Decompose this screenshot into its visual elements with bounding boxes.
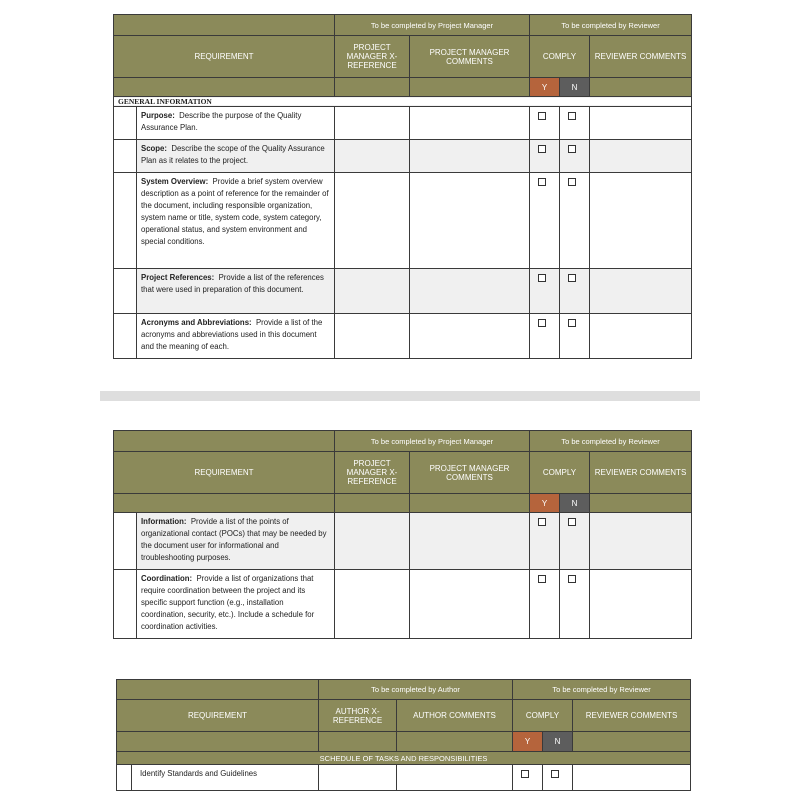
row-marker [114,269,137,314]
comply-no-cell[interactable] [543,765,573,791]
xref-cell[interactable] [335,513,410,570]
requirement-cell [137,314,335,359]
checkbox-icon[interactable] [521,770,529,778]
comments-cell[interactable] [397,765,513,791]
reviewer-comments-cell[interactable] [590,513,692,570]
comments-cell[interactable] [410,314,530,359]
row-marker [114,314,137,359]
requirement-text: Describe the purpose of the Quality Assurance Plan. [141,111,302,132]
row-marker [117,765,132,791]
pm-group-header: To be completed by Project Manager [335,431,530,452]
checkbox-icon[interactable] [568,112,576,120]
header-blank [397,732,513,752]
requirement-header: REQUIREMENT [114,452,335,494]
checkbox-icon[interactable] [568,145,576,153]
row-marker [114,140,137,173]
reviewer-comments-header: REVIEWER COMMENTS [590,452,692,494]
reviewer-comments-cell[interactable] [590,107,692,140]
header-blank [117,680,319,700]
checkbox-icon[interactable] [538,518,546,526]
checklist-table-2 [113,430,692,639]
row-marker [114,107,137,140]
requirement-cell [137,173,335,269]
requirement-header: REQUIREMENT [114,36,335,78]
header-blank [335,494,410,513]
reviewer-comments-cell[interactable] [573,765,691,791]
comply-header: COMPLY [513,700,573,732]
requirement-title: Scope: [141,144,167,153]
requirement-text: Provide a list of organizations that require coordination between the project and its specific support function (e.g., installation coordination, security, etc.). Include a schedule for coordination activities. [141,574,315,631]
xref-header: PROJECT MANAGER X-REFERENCE [335,36,410,78]
comments-header: AUTHOR COMMENTS [397,700,513,732]
reviewer-comments-header: REVIEWER COMMENTS [590,36,692,78]
checkbox-icon[interactable] [568,178,576,186]
comply-no-cell[interactable] [560,107,590,140]
reviewer-group-header: To be completed by Reviewer [513,680,691,700]
requirement-title: Purpose: [141,111,175,120]
checkbox-icon[interactable] [538,178,546,186]
row-marker [114,173,137,269]
reviewer-comments-cell[interactable] [590,570,692,639]
requirement-cell: Identify Standards and Guidelines [132,765,319,791]
requirement-cell [137,269,335,314]
comply-header: COMPLY [530,452,590,494]
requirement-title: Acronyms and Abbreviations: [141,318,252,327]
comply-no-cell[interactable] [560,314,590,359]
header-blank [410,78,530,97]
comments-cell[interactable] [410,513,530,570]
comply-no-cell[interactable] [560,570,590,639]
requirement-cell [137,140,335,173]
requirement-header: REQUIREMENT [117,700,319,732]
requirement-text: Provide a list of the references that were used in preparation of this document. [141,273,324,294]
header-blank [114,494,335,513]
xref-cell[interactable] [319,765,397,791]
reviewer-comments-cell[interactable] [590,269,692,314]
comply-no-header: N [543,732,573,752]
comply-no-cell[interactable] [560,173,590,269]
reviewer-comments-cell[interactable] [590,173,692,269]
xref-cell[interactable] [335,269,410,314]
comments-header: PROJECT MANAGER COMMENTS [410,36,530,78]
comply-no-header: N [560,494,590,513]
checkbox-icon[interactable] [568,575,576,583]
header-blank [410,494,530,513]
xref-cell[interactable] [335,140,410,173]
checkbox-icon[interactable] [538,274,546,282]
reviewer-comments-cell[interactable] [590,140,692,173]
header-blank [117,732,319,752]
requirement-text: Describe the scope of the Quality Assurance Plan as it relates to the project. [141,144,325,165]
xref-header: AUTHOR X-REFERENCE [319,700,397,732]
reviewer-comments-header: REVIEWER COMMENTS [573,700,691,732]
page-break [100,391,700,401]
author-group-header: To be completed by Author [319,680,513,700]
reviewer-group-header: To be completed by Reviewer [530,15,692,36]
requirement-text: Provide a list of the points of organizational contact (POCs) that may be needed by the document user for informational and troubleshooting purposes. [141,517,327,562]
comply-yes-cell[interactable] [530,173,560,269]
checkbox-icon[interactable] [568,274,576,282]
comply-yes-cell[interactable] [530,314,560,359]
checkbox-icon[interactable] [538,112,546,120]
checkbox-icon[interactable] [538,145,546,153]
comments-cell[interactable] [410,140,530,173]
header-blank [573,732,691,752]
requirement-title: System Overview: [141,177,209,186]
checkbox-icon[interactable] [551,770,559,778]
requirement-cell [137,513,335,570]
comments-header: PROJECT MANAGER COMMENTS [410,452,530,494]
xref-header: PROJECT MANAGER X-REFERENCE [335,452,410,494]
reviewer-comments-cell[interactable] [590,314,692,359]
section-title: SCHEDULE OF TASKS AND RESPONSIBILITIES [117,752,691,765]
xref-cell[interactable] [335,173,410,269]
comply-no-cell[interactable] [560,269,590,314]
requirement-text: Provide a brief system overview description as a point of reference for the remainder of the document, including responsible organization, system name or title, system code, system category, operational status, and system environment and special conditions. [141,177,329,246]
header-blank [335,78,410,97]
requirement-text: Provide a list of the acronyms and abbreviations used in this document and the meaning of each. [141,318,323,351]
comply-yes-header: Y [530,494,560,513]
comply-yes-cell[interactable] [530,513,560,570]
xref-cell[interactable] [335,107,410,140]
comments-cell[interactable] [410,107,530,140]
header-blank [114,15,335,36]
row-marker [114,570,137,639]
comply-no-cell[interactable] [560,513,590,570]
xref-cell[interactable] [335,570,410,639]
row-marker [114,513,137,570]
header-blank [590,78,692,97]
comply-yes-cell[interactable] [530,269,560,314]
checkbox-icon[interactable] [568,319,576,327]
xref-cell[interactable] [335,314,410,359]
header-blank [319,732,397,752]
section-title: GENERAL INFORMATION [114,97,692,107]
requirement-cell [137,107,335,140]
header-blank [590,494,692,513]
requirement-title: Project References: [141,273,215,282]
requirement-title: Information: [141,517,187,526]
comments-cell[interactable] [410,173,530,269]
comply-yes-header: Y [513,732,543,752]
comply-no-header: N [560,78,590,97]
comply-yes-header: Y [530,78,560,97]
requirement-cell [137,570,335,639]
header-blank [114,78,335,97]
checkbox-icon[interactable] [538,575,546,583]
checkbox-icon[interactable] [538,319,546,327]
header-blank [114,431,335,452]
reviewer-group-header: To be completed by Reviewer [530,431,692,452]
comments-cell[interactable] [410,570,530,639]
pm-group-header: To be completed by Project Manager [335,15,530,36]
comply-yes-cell[interactable] [530,107,560,140]
checklist-table-1 [113,14,692,359]
comments-cell[interactable] [410,269,530,314]
comply-no-cell[interactable] [560,140,590,173]
checkbox-icon[interactable] [568,518,576,526]
comply-yes-cell[interactable] [530,570,560,639]
comply-yes-cell[interactable] [513,765,543,791]
comply-header: COMPLY [530,36,590,78]
requirement-title: Coordination: [141,574,193,583]
checklist-table-3 [116,679,691,791]
comply-yes-cell[interactable] [530,140,560,173]
